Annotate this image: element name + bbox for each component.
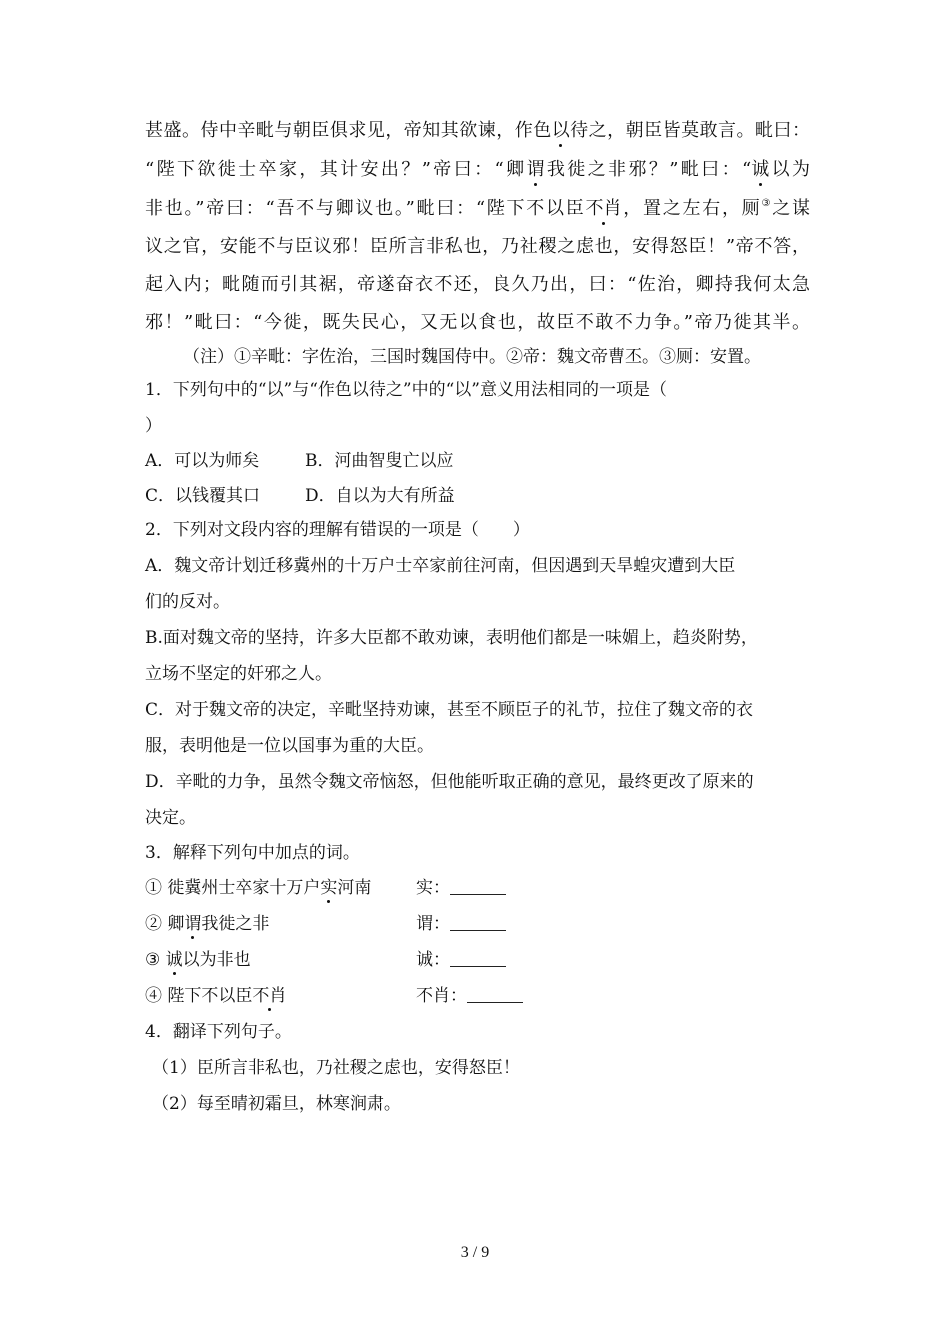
passage-text: 我徙之非邪？”毗曰：“ (544, 159, 752, 180)
page-number: 3 / 9 (460, 1244, 490, 1261)
question-2-option-c-line-1: C．对于魏文帝的决定，辛毗坚持劝谏，甚至不顾臣子的礼节，拉住了魏文帝的衣 (145, 700, 754, 720)
question-1-options-ab (145, 449, 454, 473)
question-1-close: ） (145, 416, 162, 436)
answer-label: 实： (416, 878, 450, 898)
question-3-item-2 (145, 912, 269, 936)
dotted-word: 不肖 (252, 986, 287, 1006)
question-3-answer-2 (416, 912, 506, 936)
question-2-option-c-line-2: 服，表明他是一位以国事为重的大臣。 (145, 736, 434, 756)
item-text: 河南 (337, 878, 372, 898)
passage-text: ，置之左右，厕 (621, 198, 762, 219)
answer-label: 不肖： (416, 986, 467, 1006)
passage-text: 以为 (769, 159, 811, 180)
dotted-word: 实 (320, 878, 338, 898)
item-text: 我徙之非 (201, 914, 270, 934)
passage-text: 甚盛。侍中辛毗与朝臣俱求见，帝知其欲谏，作色 (145, 120, 552, 141)
question-3-stem: 3．解释下列句中加点的词。 (145, 843, 360, 863)
answer-blank[interactable] (467, 984, 523, 1003)
option-b: B．河曲智叟亡以应 (305, 451, 454, 471)
question-3-item-4 (145, 984, 286, 1008)
question-2-option-b-line-2: 立场不坚定的奸邪之人。 (145, 664, 332, 684)
question-4-sentence-2: （2）每至晴初霜旦，林寒涧肃。 (152, 1094, 401, 1114)
question-2-option-d-line-1: D．辛毗的力争，虽然令魏文帝恼怒，但他能听取正确的意见，最终更改了原来的 (145, 772, 754, 792)
annotation-note: （注）①辛毗：字佐治，三国时魏国侍中。②帝：魏文帝曹丕。③厕：安置。 (183, 347, 761, 367)
passage-line-3 (145, 196, 810, 222)
answer-blank[interactable] (450, 948, 506, 967)
footnote-marker: ③ (761, 198, 773, 209)
passage-line-4: 议之官，安能不与臣议邪！臣所言非私也，乃社稷之虑也，安得怒臣！”帝不答， (145, 236, 810, 257)
passage-line-1 (145, 118, 810, 144)
question-3-item-3 (145, 948, 251, 972)
dotted-word: 以 (552, 118, 570, 144)
question-3-answer-3 (416, 948, 506, 972)
dotted-word: 诚 (751, 157, 769, 183)
item-text: ② 卿 (145, 914, 185, 934)
passage-text: 待之，朝臣皆莫敢言。毗曰： (569, 120, 811, 141)
answer-blank[interactable] (450, 876, 506, 895)
option-d: D．自以为大有所益 (305, 486, 455, 506)
passage-text: 之谋 (772, 198, 811, 219)
question-2-option-b-line-1: B.面对魏文帝的坚持，许多大臣都不敢劝谏，表明他们都是一味媚上，趋炎附势， (145, 628, 758, 648)
question-3-item-1 (145, 876, 371, 900)
dotted-word: 谓 (184, 914, 202, 934)
option-a: A．可以为师矣 (145, 451, 260, 471)
answer-blank[interactable] (450, 912, 506, 931)
option-c: C．以钱覆其口 (145, 486, 261, 506)
passage-line-2 (145, 157, 810, 183)
passage-line-6: 邪！”毗曰：“今徙，既失民心，又无以食也，故臣不敢不力争。”帝乃徙其半。 (145, 312, 810, 333)
dotted-word: 不肖 (586, 196, 622, 222)
passage-text: 非也。”帝曰：“吾不与卿议也。”毗曰：“陛下不以臣 (145, 198, 586, 219)
question-4-stem: 4．翻译下列句子。 (145, 1022, 292, 1042)
passage-text: “陛下欲徙士卒家，其计安出？”帝曰：“卿 (145, 159, 527, 180)
item-text: ① 徙冀州士卒家十万户 (145, 878, 321, 898)
answer-label: 谓： (416, 914, 450, 934)
question-1-stem: 1．下列句中的“以”与“作色以待之”中的“以”意义用法相同的一项是（ (145, 380, 667, 400)
item-text: 以为非也 (182, 950, 251, 970)
question-3-answer-1 (416, 876, 506, 900)
question-1-options-cd (145, 484, 455, 508)
question-2-option-d-line-2: 决定。 (145, 808, 196, 828)
item-text: ③ (145, 950, 166, 970)
dotted-word: 诚 (165, 950, 183, 970)
question-2-option-a-line-1: A．魏文帝计划迁移冀州的十万户士卒家前往河南，但因遇到天旱蝗灾遭到大臣 (145, 556, 736, 576)
question-4-sentence-1: （1）臣所言非私也，乃社稷之虑也，安得怒臣！ (152, 1058, 520, 1078)
question-3-answer-4 (416, 984, 523, 1008)
question-2-option-a-line-2: 们的反对。 (145, 592, 230, 612)
question-2-stem: 2．下列对文段内容的理解有错误的一项是（ ） (145, 520, 530, 540)
passage-line-5: 起入内；毗随而引其裾，帝遂奋衣不还，良久乃出，曰：“佐治，卿持我何太急 (145, 274, 810, 295)
dotted-word: 谓 (526, 157, 544, 183)
item-text: ④ 陛下不以臣 (145, 986, 253, 1006)
answer-label: 诚： (416, 950, 450, 970)
